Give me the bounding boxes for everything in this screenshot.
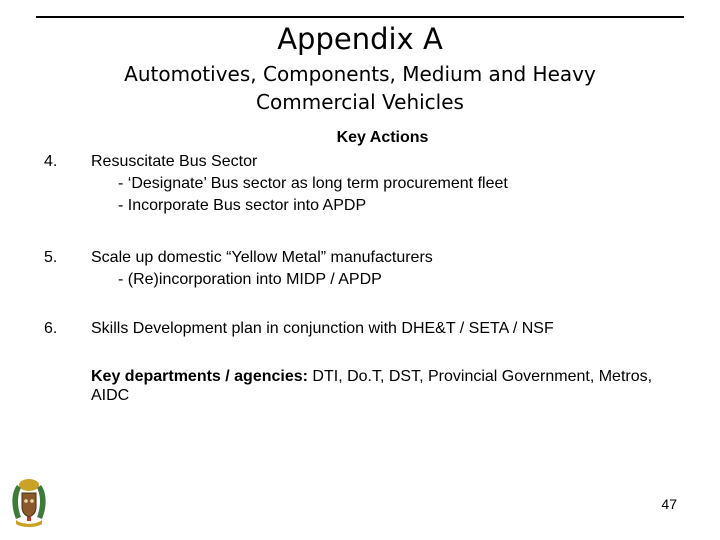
key-departments-value: DTI, Do.T, DST, Provincial Government, Metros, AIDC [91,368,653,404]
title-rule [36,16,684,18]
coat-of-arms-icon [8,477,50,529]
item-main-text: Skills Development plan in conjunction with DHE&T / SETA / NSF [91,320,554,337]
item-number: 4. [44,153,58,170]
page-number: 47 [661,496,677,512]
item-main-text: Scale up domestic “Yellow Metal” manufacturers [91,249,433,266]
page-subtitle [60,60,660,116]
section-heading: Key Actions [336,129,429,146]
subtitle-line-2: Commercial Vehicles [256,90,464,114]
item-main-text: Resuscitate Bus Sector [91,153,258,170]
item-sub-text: - ‘Designate’ Bus sector as long term procurement fleet [118,175,508,192]
subtitle-line-1: Automotives, Components, Medium and Heavy [124,62,596,86]
key-departments [91,367,691,405]
item-number: 6. [44,320,58,337]
item-number: 5. [44,249,58,266]
item-sub-text: - Incorporate Bus sector into APDP [118,197,367,214]
page-title: Appendix A [277,22,443,56]
key-departments-label: Key departments / agencies: [91,368,308,385]
item-sub-text: - (Re)incorporation into MIDP / APDP [118,271,382,288]
